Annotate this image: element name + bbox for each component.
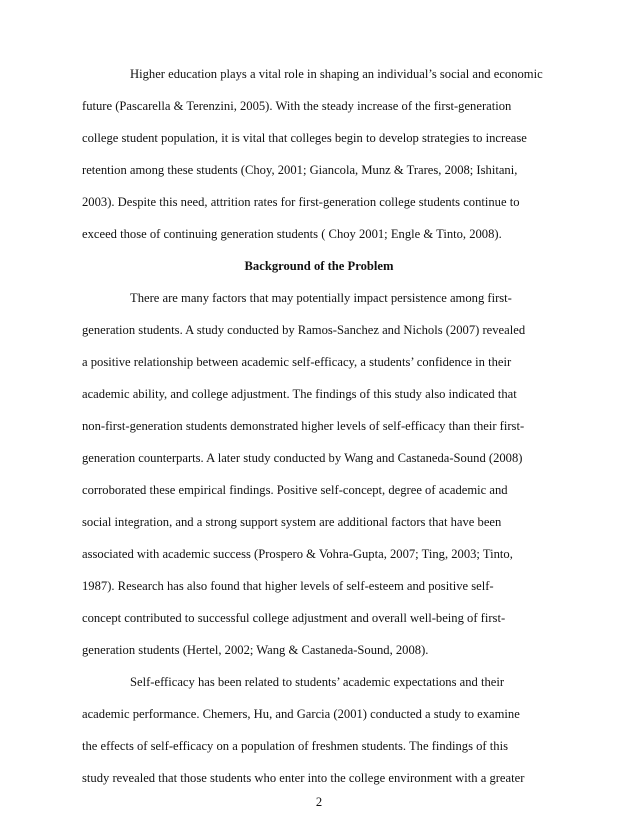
section-heading: Background of the Problem bbox=[244, 259, 394, 273]
paragraph-1-line-4: retention among these students (Choy, 2001; Giancola, Munz & Trares, 2008; Ishitani, bbox=[82, 163, 518, 177]
paragraph-2-line-8: social integration, and a strong support system are additional factors that have been bbox=[82, 515, 502, 529]
paragraph-1-line-6: exceed those of continuing generation students ( Choy 2001; Engle & Tinto, 2008). bbox=[82, 227, 502, 241]
page-number: 2 bbox=[315, 795, 323, 809]
paragraph-1-line-2: future (Pascarella & Terenzini, 2005). With the steady increase of the first-generation bbox=[82, 99, 512, 113]
paragraph-3-line-3: the effects of self-efficacy on a population of freshmen students. The findings of this bbox=[82, 739, 508, 753]
paragraph-1-line-1: Higher education plays a vital role in shaping an individual’s social and economic bbox=[130, 67, 543, 81]
paragraph-2-line-6: generation counterparts. A later study conducted by Wang and Castaneda-Sound (2008) bbox=[82, 451, 523, 465]
paragraph-2-line-7: corroborated these empirical findings. Positive self-concept, degree of academic and bbox=[82, 483, 508, 497]
paragraph-3-line-1: Self-efficacy has been related to students’ academic expectations and their bbox=[130, 675, 505, 689]
paragraph-2-line-2: generation students. A study conducted by Ramos-Sanchez and Nichols (2007) revealed bbox=[82, 323, 526, 337]
paragraph-2-line-3: a positive relationship between academic self-efficacy, a students’ confidence in their bbox=[82, 355, 512, 369]
paragraph-3-line-4: study revealed that those students who enter into the college environment with a greater bbox=[82, 771, 525, 785]
paragraph-2-line-4: academic ability, and college adjustment. The findings of this study also indicated that bbox=[82, 387, 517, 401]
paragraph-3-line-2: academic performance. Chemers, Hu, and Garcia (2001) conducted a study to examine bbox=[82, 707, 520, 721]
paragraph-2-line-11: concept contributed to successful college adjustment and overall well-being of first- bbox=[82, 611, 506, 625]
paragraph-2-line-5: non-first-generation students demonstrated higher levels of self-efficacy than their first- bbox=[82, 419, 525, 433]
paragraph-2-line-10: 1987). Research has also found that higher levels of self-esteem and positive self- bbox=[82, 579, 494, 593]
paragraph-2-line-9: associated with academic success (Prospero & Vohra-Gupta, 2007; Ting, 2003; Tinto, bbox=[82, 547, 513, 561]
paragraph-1-line-5: 2003). Despite this need, attrition rates for first-generation college students continue to bbox=[82, 195, 520, 209]
paragraph-2-line-12: generation students (Hertel, 2002; Wang & Castaneda-Sound, 2008). bbox=[82, 643, 429, 657]
paragraph-2-line-1: There are many factors that may potentially impact persistence among first- bbox=[130, 291, 512, 305]
paragraph-1-line-3: college student population, it is vital that colleges begin to develop strategies to increase bbox=[82, 131, 527, 145]
